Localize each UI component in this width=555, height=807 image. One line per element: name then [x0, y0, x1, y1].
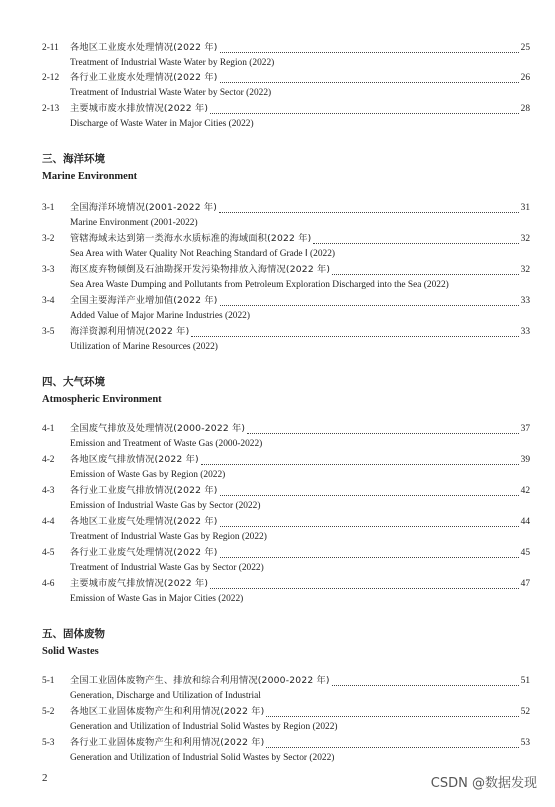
entry-page-number: 42	[520, 486, 530, 496]
section-title-zh: 五、固体废物	[42, 628, 105, 640]
entry-page-number: 31	[520, 203, 530, 213]
entry-page-number: 51	[520, 676, 530, 686]
entry-title-zh: 全国海洋环境情况(2001-2022 年)	[70, 202, 218, 213]
section-title-en: Marine Environment	[42, 171, 138, 182]
toc-entry[interactable]	[0, 704, 555, 735]
dot-leader	[219, 203, 519, 213]
entry-title-en: Generation and Utilization of Industrial Solid Wastes by Region (2022)	[70, 722, 338, 732]
dot-leader	[220, 43, 519, 53]
entry-number: 5-1	[42, 676, 55, 686]
section-title-en: Atmospheric Environment	[42, 394, 162, 405]
entry-title-en: Emission of Waste Gas in Major Cities (2022)	[70, 594, 244, 604]
entry-page-number: 45	[520, 548, 530, 558]
dot-leader	[332, 676, 519, 686]
entry-number: 3-3	[42, 265, 55, 275]
entry-page-number: 44	[520, 517, 530, 527]
entry-title-en: Generation and Utilization of Industrial Solid Wastes by Sector (2022)	[70, 753, 335, 763]
entry-title-en: Sea Area with Water Quality Not Reaching Standard of Grade Ⅰ (2022)	[70, 249, 336, 259]
toc-entry[interactable]	[0, 421, 555, 452]
entry-title-en: Added Value of Major Marine Industries (2022)	[70, 311, 250, 321]
entry-page-number: 53	[520, 738, 530, 748]
dot-leader	[220, 517, 519, 527]
entry-title-en: Emission of Industrial Waste Gas by Sector (2022)	[70, 501, 261, 511]
section-title-en: Solid Wastes	[42, 646, 99, 657]
dot-leader	[266, 738, 518, 748]
dot-leader	[332, 265, 518, 275]
entry-number: 2-13	[42, 104, 60, 114]
entry-title-zh: 主要城市废气排放情况(2022 年)	[70, 578, 209, 589]
entry-title-zh: 各地区废气排放情况(2022 年)	[70, 454, 199, 465]
toc-entry[interactable]	[0, 514, 555, 545]
entry-number: 5-3	[42, 738, 55, 748]
entry-title-zh: 各行业工业废气处理情况(2022 年)	[70, 547, 218, 558]
section-heading	[0, 373, 555, 409]
entry-number: 3-2	[42, 234, 55, 244]
entry-page-number: 25	[520, 43, 530, 53]
entry-title-en: Generation, Discharge and Utilization of Industrial	[70, 691, 261, 701]
entry-title-zh: 主要城市废水排放情况(2022 年)	[70, 103, 209, 114]
entry-page-number: 26	[520, 73, 530, 83]
entry-page-number: 28	[520, 104, 530, 114]
dot-leader	[247, 424, 518, 434]
toc-entry[interactable]	[0, 200, 555, 231]
toc-entry[interactable]	[0, 70, 555, 101]
entry-title-zh: 全国废气排放及处理情况(2000-2022 年)	[70, 423, 246, 434]
entry-number: 4-6	[42, 579, 55, 589]
dot-leader	[220, 73, 519, 83]
dot-leader	[220, 296, 519, 306]
toc-entry[interactable]	[0, 735, 555, 766]
entry-title-en: Treatment of Industrial Waste Water by Region (2022)	[70, 58, 275, 68]
entry-number: 4-3	[42, 486, 55, 496]
entry-page-number: 32	[520, 265, 530, 275]
entry-number: 3-1	[42, 203, 55, 213]
entry-title-en: Treatment of Industrial Waste Gas by Sector (2022)	[70, 563, 264, 573]
toc-entry[interactable]	[0, 262, 555, 293]
section-heading	[0, 625, 555, 661]
watermark: CSDN @数据发现	[430, 776, 537, 791]
toc-entry[interactable]	[0, 101, 555, 132]
entry-number: 4-4	[42, 517, 55, 527]
entry-page-number: 37	[520, 424, 530, 434]
entry-title-zh: 海区废弃物倾倒及石油勘探开发污染物排放入海情况(2022 年)	[70, 264, 331, 275]
entry-number: 4-1	[42, 424, 55, 434]
entry-title-en: Treatment of Industrial Waste Gas by Region (2022)	[70, 532, 267, 542]
entry-number: 2-11	[42, 43, 59, 53]
entry-number: 3-5	[42, 327, 55, 337]
entry-number: 4-2	[42, 455, 55, 465]
entry-title-zh: 各地区工业固体废物产生和利用情况(2022 年)	[70, 706, 265, 717]
toc-entry[interactable]	[0, 673, 555, 704]
entry-title-zh: 各行业工业固体废物产生和利用情况(2022 年)	[70, 737, 265, 748]
toc-entry[interactable]	[0, 324, 555, 355]
entry-title-zh: 管辖海域未达到第一类海水水质标准的海域面积(2022 年)	[70, 233, 312, 244]
dot-leader	[210, 579, 518, 589]
entry-number: 4-5	[42, 548, 55, 558]
entry-title-en: Utilization of Marine Resources (2022)	[70, 342, 218, 352]
entry-title-en: Emission of Waste Gas by Region (2022)	[70, 470, 226, 480]
entry-page-number: 52	[520, 707, 530, 717]
toc-entry[interactable]	[0, 545, 555, 576]
entry-title-zh: 各行业工业废气排放情况(2022 年)	[70, 485, 218, 496]
entry-title-zh: 全国工业固体废物产生、排放和综合利用情况(2000-2022 年)	[70, 675, 330, 686]
entry-title-en: Discharge of Waste Water in Major Cities (2022)	[70, 119, 254, 129]
entry-title-zh: 各行业工业废水处理情况(2022 年)	[70, 72, 218, 83]
dot-leader	[201, 455, 519, 465]
section-heading	[0, 150, 555, 186]
entry-page-number: 32	[520, 234, 530, 244]
dot-leader	[220, 486, 519, 496]
entry-title-zh: 各地区工业废气处理情况(2022 年)	[70, 516, 218, 527]
toc-entry[interactable]	[0, 483, 555, 514]
entry-title-zh: 全国主要海洋产业增加值(2022 年)	[70, 295, 218, 306]
entry-number: 3-4	[42, 296, 55, 306]
entry-page-number: 39	[520, 455, 530, 465]
dot-leader	[191, 327, 518, 337]
entry-title-en: Sea Area Waste Dumping and Pollutants from Petroleum Exploration Discharged into the Sea (2022)	[70, 280, 449, 290]
toc-entry[interactable]	[0, 452, 555, 483]
entry-page-number: 47	[520, 579, 530, 589]
entry-title-en: Marine Environment (2001-2022)	[70, 218, 198, 228]
entry-page-number: 33	[520, 327, 530, 337]
entry-title-zh: 各地区工业废水处理情况(2022 年)	[70, 42, 218, 53]
entry-title-en: Treatment of Industrial Waste Water by Sector (2022)	[70, 88, 272, 98]
entry-number: 2-12	[42, 73, 60, 83]
dot-leader	[266, 707, 518, 717]
section-title-zh: 三、海洋环境	[42, 153, 105, 165]
section-title-zh: 四、大气环境	[42, 376, 105, 388]
toc-entry[interactable]	[0, 293, 555, 324]
entry-title-en: Emission and Treatment of Waste Gas (2000-2022)	[70, 439, 263, 449]
dot-leader	[210, 104, 518, 114]
page-number: 2	[42, 772, 48, 784]
toc-entry[interactable]	[0, 576, 555, 607]
toc-entry[interactable]	[0, 231, 555, 262]
entry-page-number: 33	[520, 296, 530, 306]
toc-entry[interactable]	[0, 40, 555, 71]
entry-title-zh: 海洋资源利用情况(2022 年)	[70, 326, 190, 337]
entry-number: 5-2	[42, 707, 55, 717]
dot-leader	[220, 548, 519, 558]
dot-leader	[313, 234, 518, 244]
